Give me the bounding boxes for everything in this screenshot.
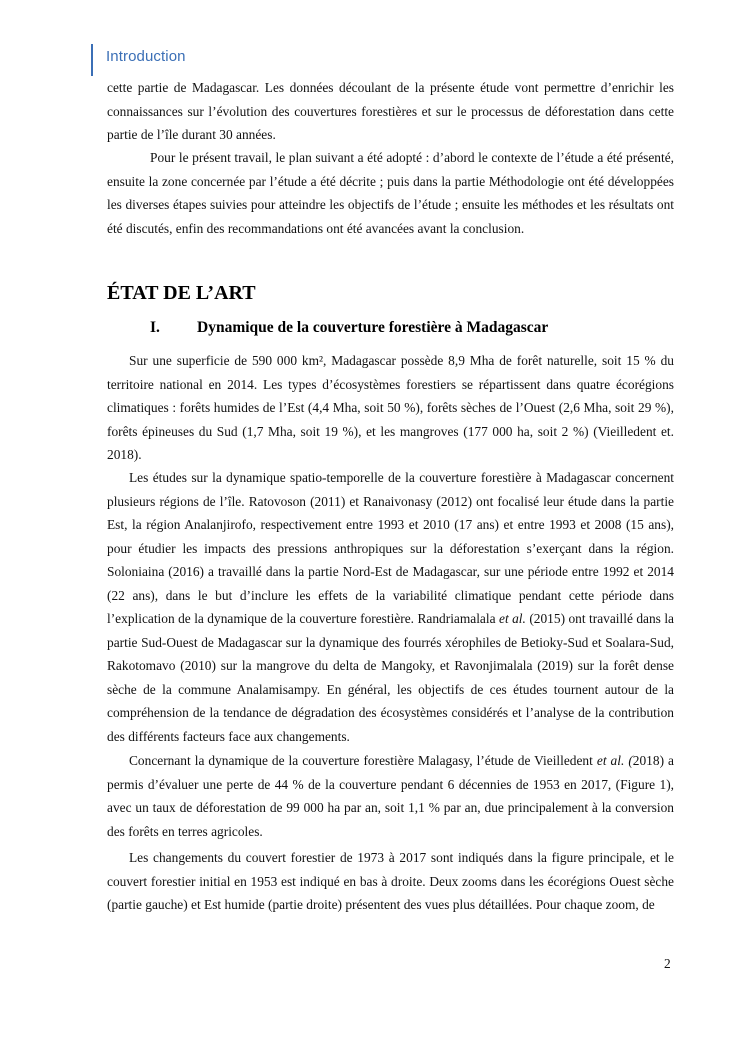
paragraph-text-part: 2018) a permis d’évaluer une perte de 44 % de la couverture pendant 6 décennies de 1953 en 2017, (Figure 1), avec un taux de déforestation de 99 000 ha par an, soit 1,1 % par an, due principalement à la conversion des forêts en terres agricoles.: [107, 753, 674, 839]
paragraph-changes: [107, 846, 674, 917]
header-title: Introduction: [106, 48, 186, 65]
paragraph-intro-end: [107, 76, 674, 147]
paragraph-text-part: Concernant la dynamique de la couverture forestière Malagasy, l’étude de Vieilledent: [129, 753, 593, 768]
header-accent-bar: [91, 44, 93, 76]
paragraph-text: Sur une superficie de 590 000 km², Madagascar possède 8,9 Mha de forêt naturelle, soit 15 % du territoire national en 2014. Les types d’écosystèmes forestiers se répartissent dans quatre écorégions climatiques : forêts humides de l’Est (4,4 Mha, soit 50 %), forêts sèches de l’Ouest (2,6 Mha, soit 29 %), forêts épineuses du Sud (1,7 Mha, soit 19 %), et les mangroves (177 000 ha, soit 2 %) (Vieilledent et. 2018).: [107, 353, 674, 462]
paragraph-vieilledent: [107, 749, 674, 843]
italic-citation: et al. (: [596, 753, 633, 768]
italic-citation: et al.: [499, 611, 526, 626]
paragraph-surface: [107, 349, 674, 467]
paragraph-text: [107, 466, 674, 748]
section-title: ÉTAT DE L’ART: [107, 282, 256, 304]
subsection-title: Dynamique de la couverture forestière à Madagascar: [197, 319, 549, 336]
paragraph-text: [107, 749, 674, 843]
paragraph-text: cette partie de Madagascar. Les données découlant de la présente étude vont permettre d’enrichir les connaissances sur l’évolution des couvertures forestières et sur le processus de déforestation dans cette partie de l’île durant 30 années.: [107, 80, 674, 142]
page-number: 2: [664, 956, 671, 971]
paragraph-text: Pour le présent travail, le plan suivant a été adopté : d’abord le contexte de l’étude a été présenté, ensuite la zone concernée par l’étude a été décrite ; puis dans la partie Méthodologie ont été développées les diverses étapes suivies pour atteindre les objectifs de l’étude ; ensuite les méthodes et les résultats ont été discutés, enfin des recommandations ont été avancées avant la conclusion.: [107, 150, 674, 236]
paragraph-text-part: (2015) ont travaillé dans la partie Sud-Ouest de Madagascar sur la dynamique des fourrés xérophiles de Betioky-Sud et Soalara-Sud, Rakotomavo (2010) sur la mangrove du delta de Mangoky, et Ravonjimalala (2019) sur la forêt dense sèche de la commune Analamisampy. En général, les objectifs de ces études tournent autour de la compréhension de la tendance de dégradation des écosystèmes considérés et l’analyse de la contribution des différents facteurs face aux changements.: [107, 611, 674, 744]
paragraph-studies: [107, 466, 674, 748]
subsection-number: I.: [150, 319, 160, 336]
paragraph-plan: [107, 146, 674, 240]
paragraph-text-part: Les études sur la dynamique spatio-temporelle de la couverture forestière à Madagascar concernent plusieurs régions de l’île. Ratovoson (2011) et Ranaivonasy (2012) ont focalisé leur étude dans la partie Est, la région Analanjirofo, respectivement entre 1993 et 2010 (17 ans) et entre 1993 et 2008 (15 ans), pour étudier les impacts des pressions anthropiques sur la déforestation s’exerçant dans la région. Soloniaina (2016) a travaillé dans la partie Nord-Est de Madagascar, sur une période entre 1992 et 2014 (22 ans), dans le but d’inclure les effets de la variabilité climatique pendant cette période dans l’explication de la dynamique de la couverture forestière. Randriamalala: [107, 470, 674, 626]
paragraph-text: Les changements du couvert forestier de 1973 à 2017 sont indiqués dans la figure principale, et le couvert forestier initial en 1953 est indiqué en bas à droite. Deux zooms dans les écorégions Ouest sèche (partie gauche) et Est humide (partie droite) présentent des vues plus détaillées. Pour chaque zoom, de: [107, 850, 674, 912]
